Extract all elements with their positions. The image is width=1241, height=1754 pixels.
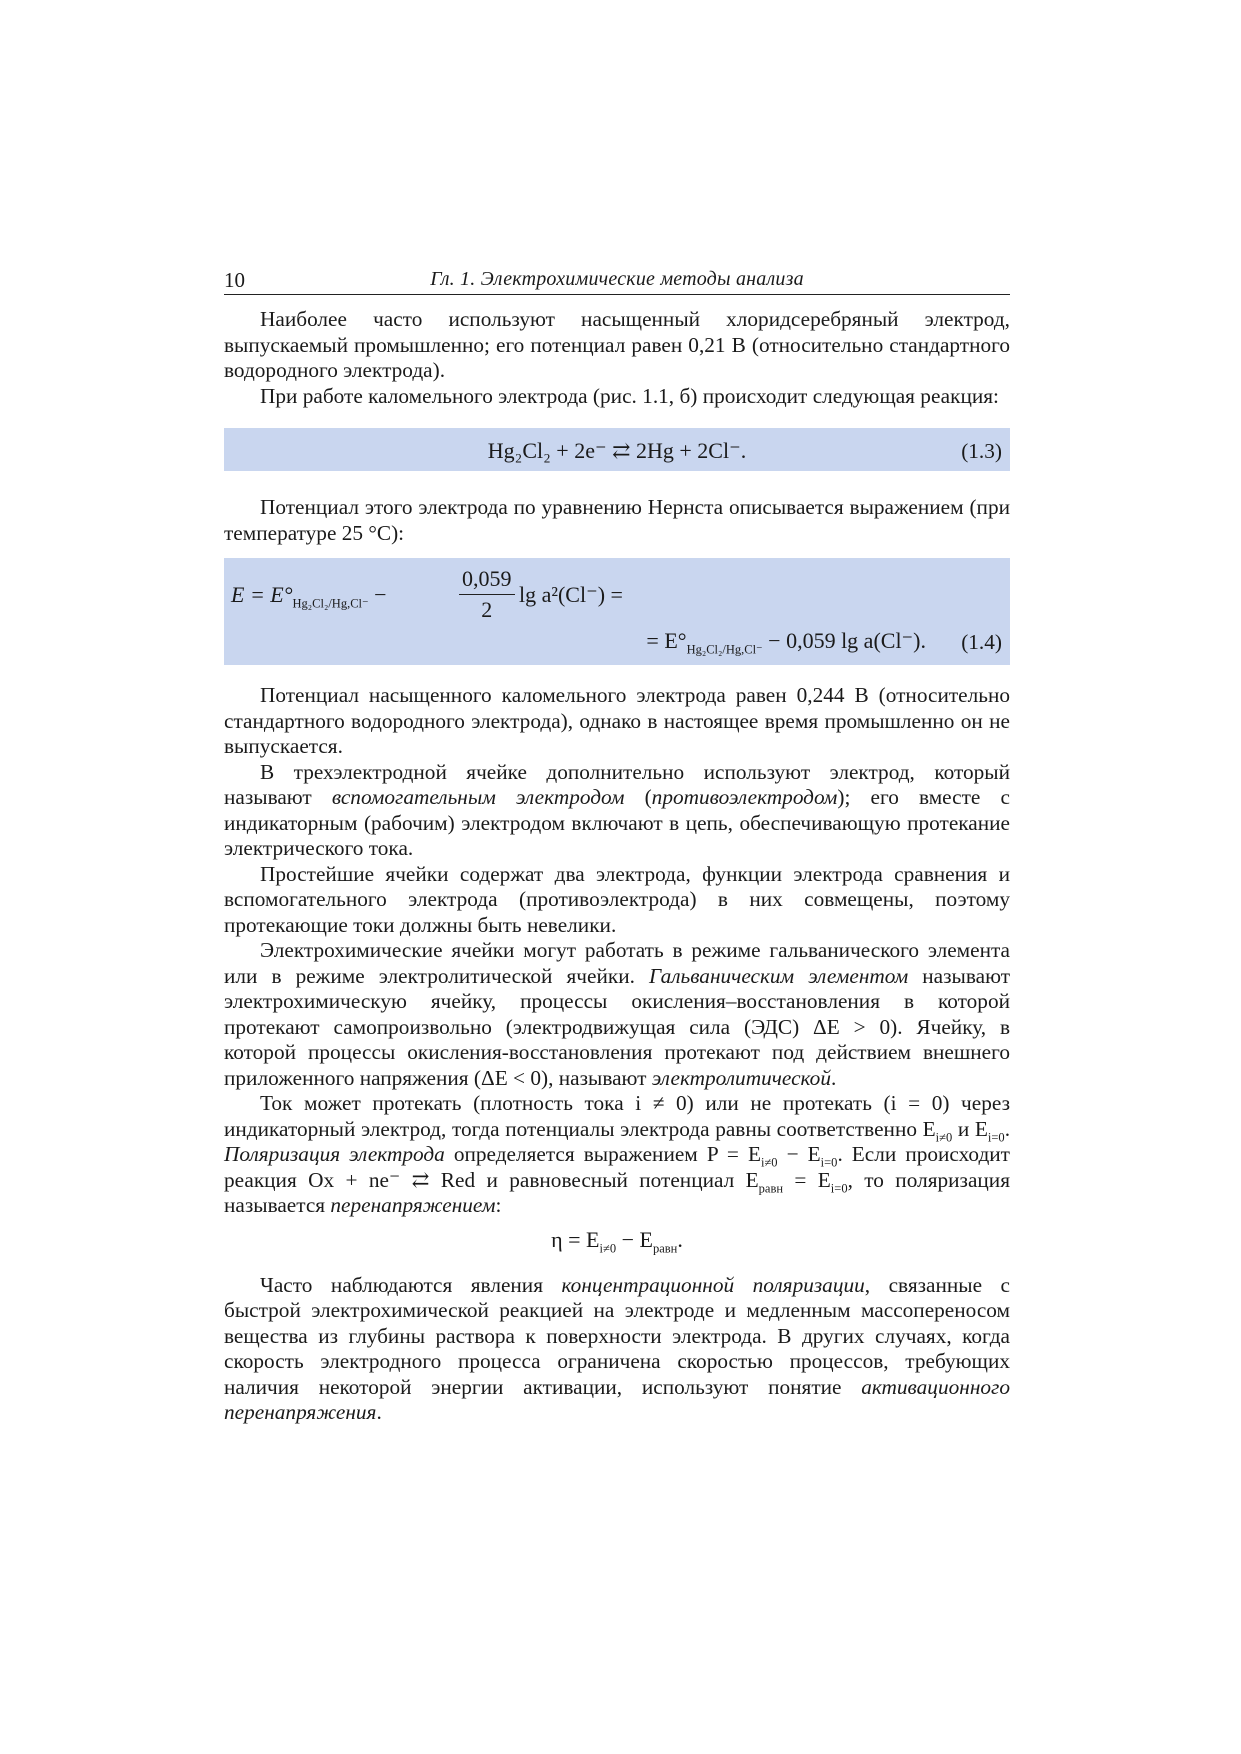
eta-mid: − E	[616, 1226, 653, 1252]
paragraph-2: При работе каломельного электрода (рис. 1.1, б) происходит следующая реакция:	[260, 383, 999, 408]
chapter-title: Гл. 1. Электрохимические методы анализа	[430, 268, 804, 290]
paragraph-6: Простейшие ячейки содержат два электрода, функции электрода сравнения и вспомогательного электрода (противоэлектрода) в них совмещены, поэтому протекающие токи должны быть невелики.	[224, 861, 1010, 937]
p7-text-c: называют электрохимическую ячейку, процессы окисления–восстановления в которой протекают самопроизвольно (электродвижущая сила (ЭДС) ΔE > 0). Ячейку, в которой процессы окисления-восстановления протекают под действием внешнего приложенного напряжения (ΔE < 0), называют	[224, 963, 1011, 1090]
p8-text-g: . Если происходит реакция Ox + ne⁻ ⇄ Red и равновесный потенциал E	[224, 1142, 1010, 1192]
page-content	[224, 266, 1010, 1426]
equation-1-4-number: (1.4)	[961, 630, 1002, 654]
p8-text-c: .	[1004, 1116, 1011, 1141]
equation-1-3-number: (1.3)	[961, 439, 1002, 463]
p9-term-activation-overvoltage: активационного перенапряжения	[224, 1374, 1010, 1424]
p7-text-e: .	[830, 1065, 837, 1090]
equation-1-3	[224, 428, 1010, 471]
page-number: 10	[224, 268, 245, 292]
running-header	[224, 266, 1010, 295]
p8-text-h: = E	[783, 1167, 831, 1192]
paragraph-1: Наиболее часто используют насыщенный хлоридсеребряный электрод, выпускаемый промышленно; его потенциал равен 0,21 В (относительно стандартного водородного электрода).	[224, 307, 1010, 382]
p8-term-polarization: Поляризация электрода	[224, 1142, 445, 1166]
p8-text-e: определяется выражением P = E	[444, 1142, 761, 1166]
eta-post: .	[677, 1226, 683, 1252]
p5-text-e: ); его вместе с индикаторным (рабочим) электродом включают в цепь, обеспечивающую протекание электрического тока.	[224, 785, 1010, 860]
equation-eta	[224, 1227, 1010, 1253]
p8-text-f: − E	[777, 1142, 821, 1166]
p9-text-c: , связанные с быстрой электрохимической реакцией на электроде и медленным массопереносом вещества из глубины раствора к поверхности электрода. В других случаях, когда скорость электродного процесса ограничена скоростью процессов, требующих наличия некоторой энергии активации, используют понятие	[224, 1272, 1010, 1399]
p9-term-concentration-polarization: концентрационной поляризации	[561, 1272, 865, 1297]
p8-term-overvoltage: перенапряжением	[330, 1193, 496, 1217]
p5-text-c: (	[624, 785, 652, 809]
eq14-line2-post: − 0,059 lg a(Cl⁻).	[768, 628, 926, 653]
p7-text-a: Электрохимические ячейки могут работать в режиме гальванического элемента или в режиме электролитической ячейки.	[224, 938, 1010, 988]
equation-1-4	[224, 558, 1010, 665]
paragraph-7	[224, 938, 1010, 1091]
eq14-lhs-sub: Hg₂Cl₂/Hg,Cl⁻	[292, 596, 369, 611]
p7-term-electrolytic: электролитической	[651, 1065, 831, 1090]
p8-sub-1: i≠0	[935, 1129, 953, 1144]
p8-sub-5: равн	[758, 1180, 784, 1195]
eq14-frac-denominator: 2	[481, 597, 493, 622]
eq14-line2-sub: Hg₂Cl₂/Hg,Cl⁻	[686, 642, 763, 657]
eta-sub-2: равн	[652, 1240, 678, 1255]
paragraph-5	[224, 760, 1010, 862]
p9-text-e: .	[376, 1400, 382, 1424]
p5-term-auxiliary-electrode: вспомогательным электродом	[331, 785, 625, 809]
p8-text-i: , то поляризация называется	[224, 1167, 1010, 1217]
p8-sub-2: i=0	[987, 1129, 1005, 1144]
paragraph-4: Потенциал насыщенного каломельного электрода равен 0,244 В (относительно стандартного водородного электрода), однако в настоящее время промышленно он не выпускается.	[224, 683, 1010, 758]
p8-sub-6: i=0	[830, 1180, 848, 1195]
paragraph-8	[224, 1091, 1010, 1219]
p8-text-k: :	[495, 1193, 502, 1217]
p8-sub-3: i≠0	[760, 1155, 778, 1170]
p5-term-counter-electrode: противоэлектродом	[651, 785, 838, 809]
p9-text-a: Часто наблюдаются явления	[260, 1272, 562, 1297]
p8-sub-4: i=0	[820, 1155, 838, 1170]
equation-1-3-formula: Hg₂Cl₂ + 2e⁻ ⇄ 2Hg + 2Cl⁻.	[487, 438, 747, 463]
p8-text-a: Ток может протекать (плотность тока i ≠ 0) или не протекать (i = 0) через индикаторный электрод, тогда потенциалы электрода равны соответственно E	[224, 1091, 1010, 1141]
p8-text-b: и E	[952, 1116, 988, 1141]
eq14-lhs: E = E°	[231, 582, 293, 607]
equation-1-4-line-2	[646, 628, 926, 657]
equation-1-4-line-1	[231, 566, 512, 622]
eq14-line2-pre: = E°	[646, 628, 687, 653]
paragraph-3: Потенциал этого электрода по уравнению Нернста описывается выражением (при температуре 25 °C):	[224, 495, 1010, 545]
eta-sub-1: i≠0	[599, 1240, 617, 1255]
paragraph-9	[224, 1273, 1010, 1426]
eq14-after-fraction: lg a²(Cl⁻) =	[519, 582, 623, 607]
eta-pre: η = E	[551, 1226, 600, 1252]
eq14-minus: −	[374, 582, 387, 607]
eq14-frac-numerator: 0,059	[459, 566, 515, 595]
eq14-fraction	[459, 566, 515, 623]
p5-text-a: В трехэлектродной ячейке дополнительно используют электрод, который называют	[224, 759, 1010, 809]
p7-term-galvanic-cell: Гальваническим элементом	[648, 963, 909, 988]
